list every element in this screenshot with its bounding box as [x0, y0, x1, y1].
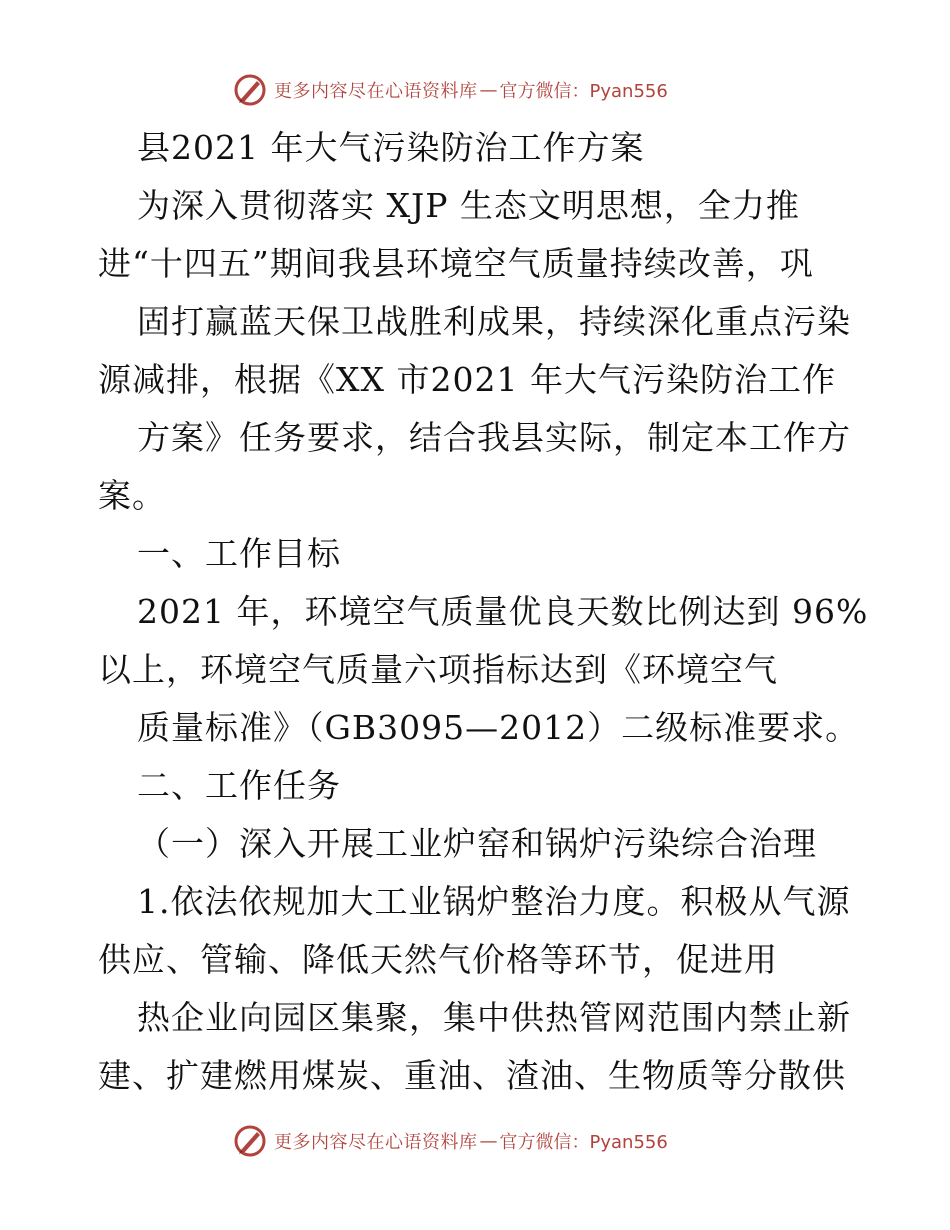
- body-line: 热企业向园区集聚，集中供热管网范围内禁止新: [137, 998, 851, 1037]
- pen-logo-icon: [232, 1123, 268, 1159]
- body-line: 案。: [98, 476, 166, 515]
- footer-watermark-banner: [232, 1123, 668, 1159]
- subsection-heading: （一）深入开展工业炉窑和锅炉污染综合治理: [137, 824, 817, 863]
- header-watermark-banner: [232, 72, 668, 108]
- body-line: 为深入贯彻落实 XJP 生态文明思想，全力推: [137, 186, 800, 225]
- body-line: 供应、管输、降低天然气价格等环节，促进用: [98, 940, 778, 979]
- section-heading: 二、工作任务: [137, 766, 341, 805]
- footer-banner-text: 更多内容尽在心语资料库: [274, 1132, 478, 1153]
- footer-banner-separator: —: [479, 1130, 498, 1152]
- body-line: 建、扩建燃用煤炭、重油、渣油、生物质等分散供: [98, 1056, 846, 1095]
- pen-logo-icon: [232, 72, 268, 108]
- header-banner-separator: —: [479, 79, 498, 101]
- body-line: 质量标准》（GB3095—2012）二级标准要求。: [137, 708, 860, 747]
- body-line: 方案》任务要求，结合我县实际，制定本工作方: [137, 418, 851, 457]
- header-banner-text: 更多内容尽在心语资料库: [274, 81, 478, 102]
- body-line: 源减排，根据《XX 市2021 年大气污染防治工作: [98, 360, 836, 399]
- body-line: 以上，环境空气质量六项指标达到《环境空气: [98, 650, 778, 689]
- header-banner-wechat: 官方微信：Pyan556: [499, 81, 668, 102]
- footer-banner-wechat: 官方微信：Pyan556: [499, 1132, 668, 1153]
- body-line: 进“十四五”期间我县环境空气质量持续改善，巩: [98, 244, 814, 283]
- section-heading: 一、工作目标: [137, 534, 341, 573]
- body-line: 1.依法依规加大工业锅炉整治力度。积极从气源: [137, 882, 851, 921]
- body-line: 固打赢蓝天保卫战胜利成果，持续深化重点污染: [137, 302, 851, 341]
- document-title: 县2021 年大气污染防治工作方案: [137, 128, 645, 167]
- body-line: 2021 年，环境空气质量优良天数比例达到 96%: [137, 592, 869, 631]
